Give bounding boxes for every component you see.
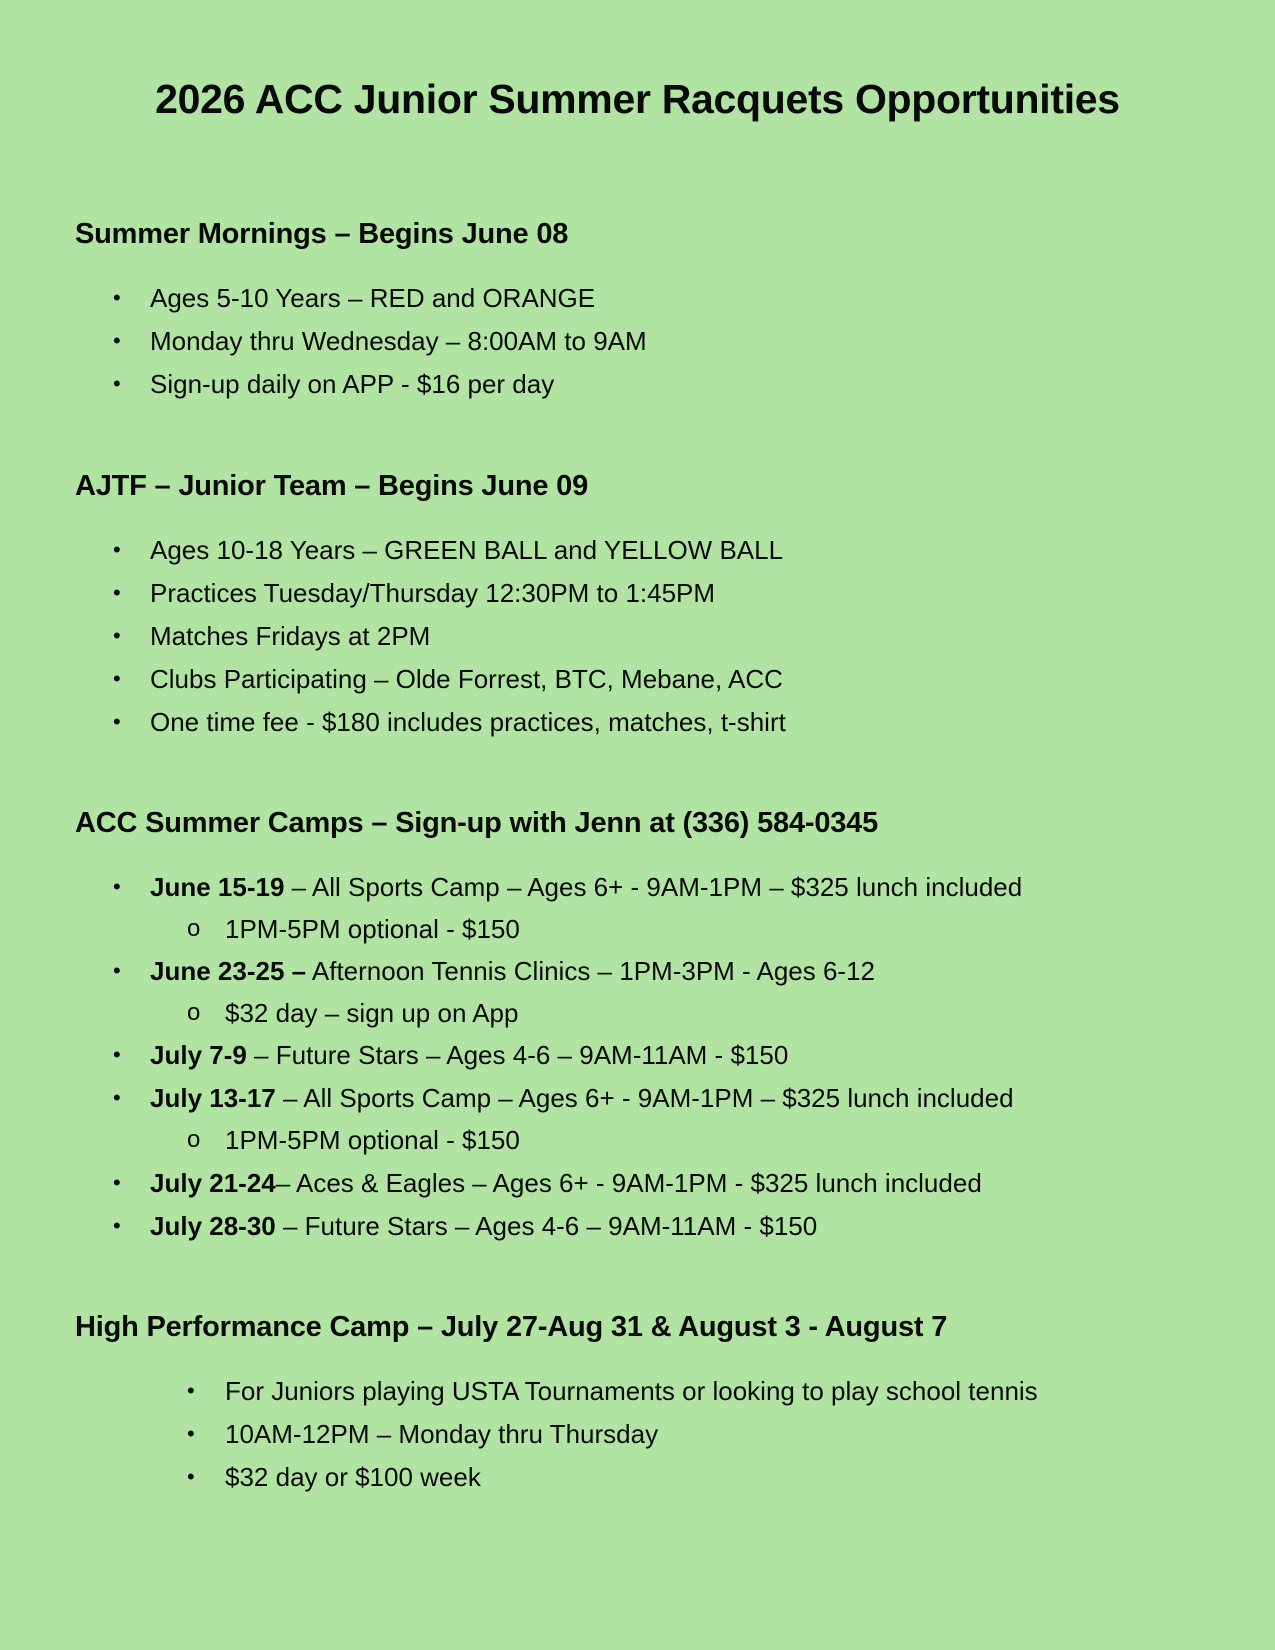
camp-item (150, 871, 1022, 903)
section-heading-summer-mornings: Summer Mornings – Begins June 08 (75, 218, 569, 250)
camp-item (150, 1167, 982, 1199)
bullet-icon: • (187, 1378, 195, 1403)
bullet-icon: • (113, 371, 121, 396)
list-item: One time fee - $180 includes practices, matches, t-shirt (150, 707, 786, 737)
camp-dates: June 23-25 – (150, 956, 307, 986)
sub-bullet-icon: o (187, 999, 201, 1026)
list-item: Ages 10-18 Years – GREEN BALL and YELLOW BALL (150, 535, 784, 565)
bullet-icon: • (187, 1464, 195, 1489)
list-item: For Juniors playing USTA Tournaments or looking to play school tennis (225, 1376, 1038, 1406)
list-item: Ages 5-10 Years – RED and ORANGE (150, 283, 596, 313)
camp-item (150, 1082, 1014, 1114)
bullet-icon: • (113, 1170, 121, 1195)
camp-dates: June 15-19 (150, 872, 285, 902)
bullet-icon: • (113, 1042, 121, 1067)
section-heading-ajtf: AJTF – Junior Team – Begins June 09 (75, 470, 589, 502)
section-heading-summer-camps: ACC Summer Camps – Sign-up with Jenn at (336) 584-0345 (75, 807, 879, 839)
camp-sub-item: $32 day – sign up on App (225, 998, 519, 1028)
bullet-icon: • (113, 1085, 121, 1110)
bullet-icon: • (113, 958, 121, 983)
camp-details: – All Sports Camp – Ages 6+ - 9AM-1PM – $325 lunch included (284, 872, 1023, 902)
list-item: Clubs Participating – Olde Forrest, BTC, Mebane, ACC (150, 664, 783, 694)
bullet-icon: • (113, 580, 121, 605)
camp-details: – Future Stars – Ages 4-6 – 9AM-11AM - $150 (275, 1211, 818, 1241)
camp-item (150, 1210, 817, 1242)
bullet-icon: • (113, 709, 121, 734)
camp-details: – Aces & Eagles – Ages 6+ - 9AM-1PM - $325 lunch included (275, 1168, 982, 1198)
list-item: Sign-up daily on APP - $16 per day (150, 369, 555, 399)
camp-sub-item: 1PM-5PM optional - $150 (225, 1125, 520, 1155)
camp-dates: July 7-9 (150, 1040, 247, 1070)
bullet-icon: • (113, 874, 121, 899)
camp-item (150, 1039, 788, 1071)
list-item: Matches Fridays at 2PM (150, 621, 431, 651)
camp-details: Afternoon Tennis Clinics – 1PM-3PM - Ages 6-12 (306, 956, 876, 986)
list-item: 10AM-12PM – Monday thru Thursday (225, 1419, 659, 1449)
bullet-icon: • (113, 285, 121, 310)
camp-item (150, 955, 875, 987)
camp-dates: July 28-30 (150, 1211, 276, 1241)
bullet-icon: • (113, 623, 121, 648)
list-item: Monday thru Wednesday – 8:00AM to 9AM (150, 326, 647, 356)
bullet-icon: • (113, 537, 121, 562)
section-heading-high-performance: High Performance Camp – July 27-Aug 31 & August 3 - August 7 (75, 1311, 948, 1343)
camp-dates: July 21-24 (150, 1168, 276, 1198)
camp-details: – All Sports Camp – Ages 6+ - 9AM-1PM – $325 lunch included (275, 1083, 1014, 1113)
bullet-icon: • (113, 666, 121, 691)
camp-details: – Future Stars – Ages 4-6 – 9AM-11AM - $150 (246, 1040, 789, 1070)
page-title: 2026 ACC Junior Summer Racquets Opportunities (155, 76, 1120, 122)
sub-bullet-icon: o (187, 1126, 201, 1153)
sub-bullet-icon: o (187, 915, 201, 942)
list-item: Practices Tuesday/Thursday 12:30PM to 1:45PM (150, 578, 716, 608)
bullet-icon: • (113, 328, 121, 353)
bullet-icon: • (187, 1421, 195, 1446)
list-item: $32 day or $100 week (225, 1462, 481, 1492)
camp-sub-item: 1PM-5PM optional - $150 (225, 914, 520, 944)
bullet-icon: • (113, 1213, 121, 1238)
camp-dates: July 13-17 (150, 1083, 276, 1113)
